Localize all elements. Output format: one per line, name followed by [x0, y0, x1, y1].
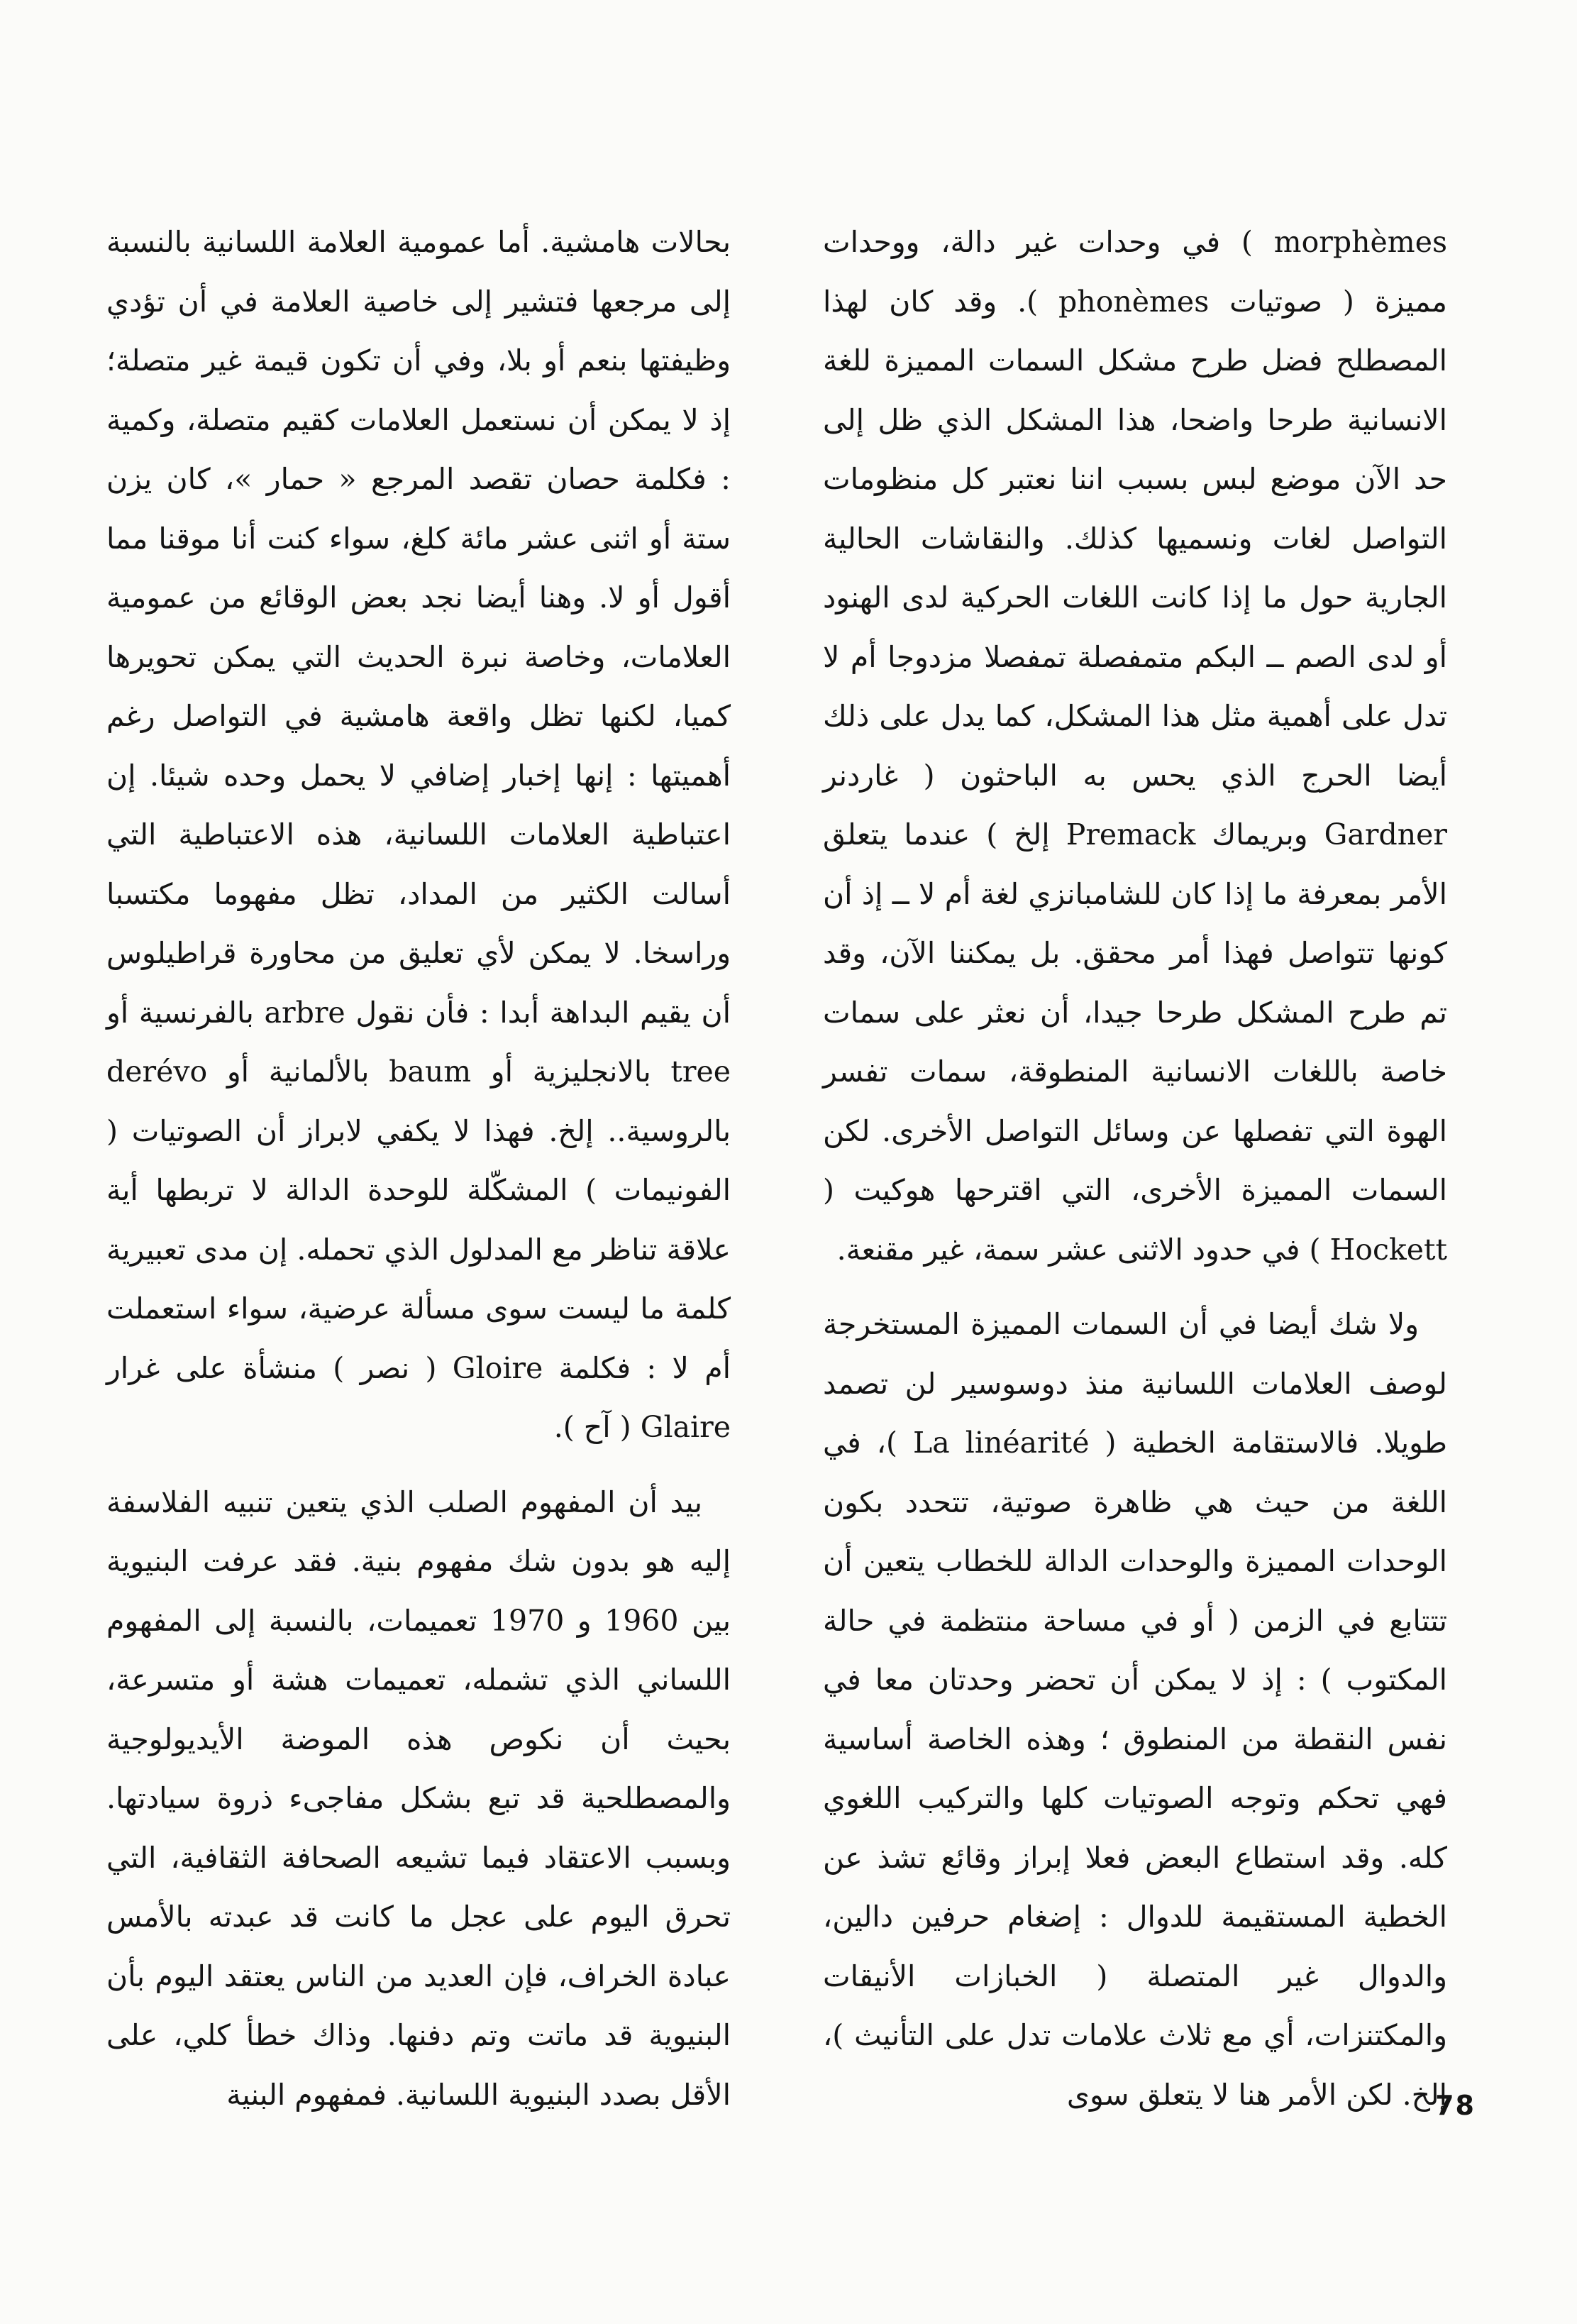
left-text-column — [106, 213, 731, 2125]
right-text-column — [823, 213, 1447, 2125]
right-paragraph-2: ولا شك أيضا في أن السمات المميزة المستخرجة لوصف العلامات اللسانية منذ دوسوسير لن تصمد طويلا. فالاستقامة الخطية ( La linéarité )، في اللغة من حيث هي ظاهرة صوتية، تتحدد بكون الوحدات المميزة والوحدات الدالة للخطاب يتعين أن تتتابع في الزمن ( أو في مساحة منتظمة في حالة المكتوب ) : إذ لا يمكن أن تحضر وحدتان معا في نفس النقطة من المنطوق ؛ وهذه الخاصة أساسية فهي تحكم وتوجه الصوتيات كلها والتركيب اللغوي كله. وقد استطاع البعض فعلا إبراز وقائع تشذ عن الخطية المستقيمة للدوال : إضغام حرفين دالين، والدوال غير المتصلة ( الخبازات الأنيقات والمكتنزات، أي مع ثلاث علامات تدل على التأنيث )، إلخ. لكن الأمر هنا لا يتعلق سوى — [823, 1307, 1447, 2112]
right-paragraph-1: morphèmes ) في وحدات غير دالة، ووحدات مميزة ( صوتيات phonèmes ). وقد كان لهذا المصطلح فضل طرح مشكل السمات المميزة للغة الانسانية طرحا واضحا، هذا المشكل الذي ظل إلى حد الآن موضع لبس بسبب اننا نعتبر كل منظومات التواصل لغات ونسميها كذلك. والنقاشات الحالية الجارية حول ما إذا كانت اللغات الحركية لدى الهنود أو لدى الصم ــ البكم متمفصلة تمفصلا مزدوجا أم لا تدل على أهمية مثل هذا المشكل، كما يدل على ذلك أيضا الحرج الذي يحس به الباحثون ( غاردنر Gardner وبريماك Premack إلخ ) عندما يتعلق الأمر بمعرفة ما إذا كان للشامبانزي لغة أم لا ــ إذ أن كونها تتواصل فهذا أمر محقق. بل يمكننا الآن، وقد تم طرح المشكل طرحا جيدا، أن نعثر على سمات خاصة باللغات الانسانية المنطوقة، سمات تفسر الهوة التي تفصلها عن وسائل التواصل الأخرى. لكن السمات المميزة الأخرى، التي اقترحها هوكيت ( Hockett ) في حدود الاثنى عشر سمة، غير مقنعة. — [823, 225, 1447, 1267]
page-number: 78 — [1435, 2090, 1476, 2121]
left-paragraph-1: بحالات هامشية. أما عمومية العلامة اللسانية بالنسبة إلى مرجعها فتشير إلى خاصية العلامة في أن تؤدي وظيفتها بنعم أو بلا، وفي أن تكون قيمة غير متصلة؛ إذ لا يمكن أن نستعمل العلامات كقيم متصلة، وكمية : فكلمة حصان تقصد المرجع « حمار »، كان يزن ستة أو اثنى عشر مائة كلغ، سواء كنت أنا موقنا مما أقول أو لا. وهنا أيضا نجد بعض الوقائع من عمومية العلامات، وخاصة نبرة الحديث التي يمكن تحويرها كميا، لكنها تظل واقعة هامشية في التواصل رغم أهميتها : إنها إخبار إضافي لا يحمل وحده شيئا. إن اعتباطية العلامات اللسانية، هذه الاعتباطية التي أسالت الكثير من المداد، تظل مفهوما مكتسبا وراسخا. لا يمكن لأي تعليق من محاورة قراطيلوس أن يقيم البداهة أبدا : فأن نقول arbre بالفرنسية أو tree بالانجليزية أو baum بالألمانية أو derévo بالروسية.. إلخ. فهذا لا يكفي لابراز أن الصوتيات ( الفونيمات ) المشكّلة للوحدة الدالة لا تربطها أية علاقة تناظر مع المدلول الذي تحمله. إن مدى تعبيرية كلمة ما ليست سوى مسألة عرضية، سواء استعملت أم لا : فكلمة Gloire ( نصر ) منشأة على غرار Glaire ( آح ). — [106, 225, 731, 1444]
left-paragraph-2: بيد أن المفهوم الصلب الذي يتعين تنبيه الفلاسفة إليه هو بدون شك مفهوم بنية. فقد عرفت البنيوية بين 1960 و 1970 تعميمات، بالنسبة إلى المفهوم اللساني الذي تشمله، تعميمات هشة أو متسرعة، بحيث أن نكوص هذه الموضة الأيديولوجية والمصطلحية قد تبع بشكل مفاجىء ذروة سيادتها. وبسبب الاعتقاد فيما تشيعه الصحافة الثقافية، التي تحرق اليوم على عجل ما كانت قد عبدته بالأمس عبادة الخراف، فإن العديد من الناس يعتقد اليوم بأن البنيوية قد ماتت وتم دفنها. وذاك خطأ كلي، على الأقل بصدد البنيوية اللسانية. فمفهوم البنية — [106, 1485, 731, 2112]
